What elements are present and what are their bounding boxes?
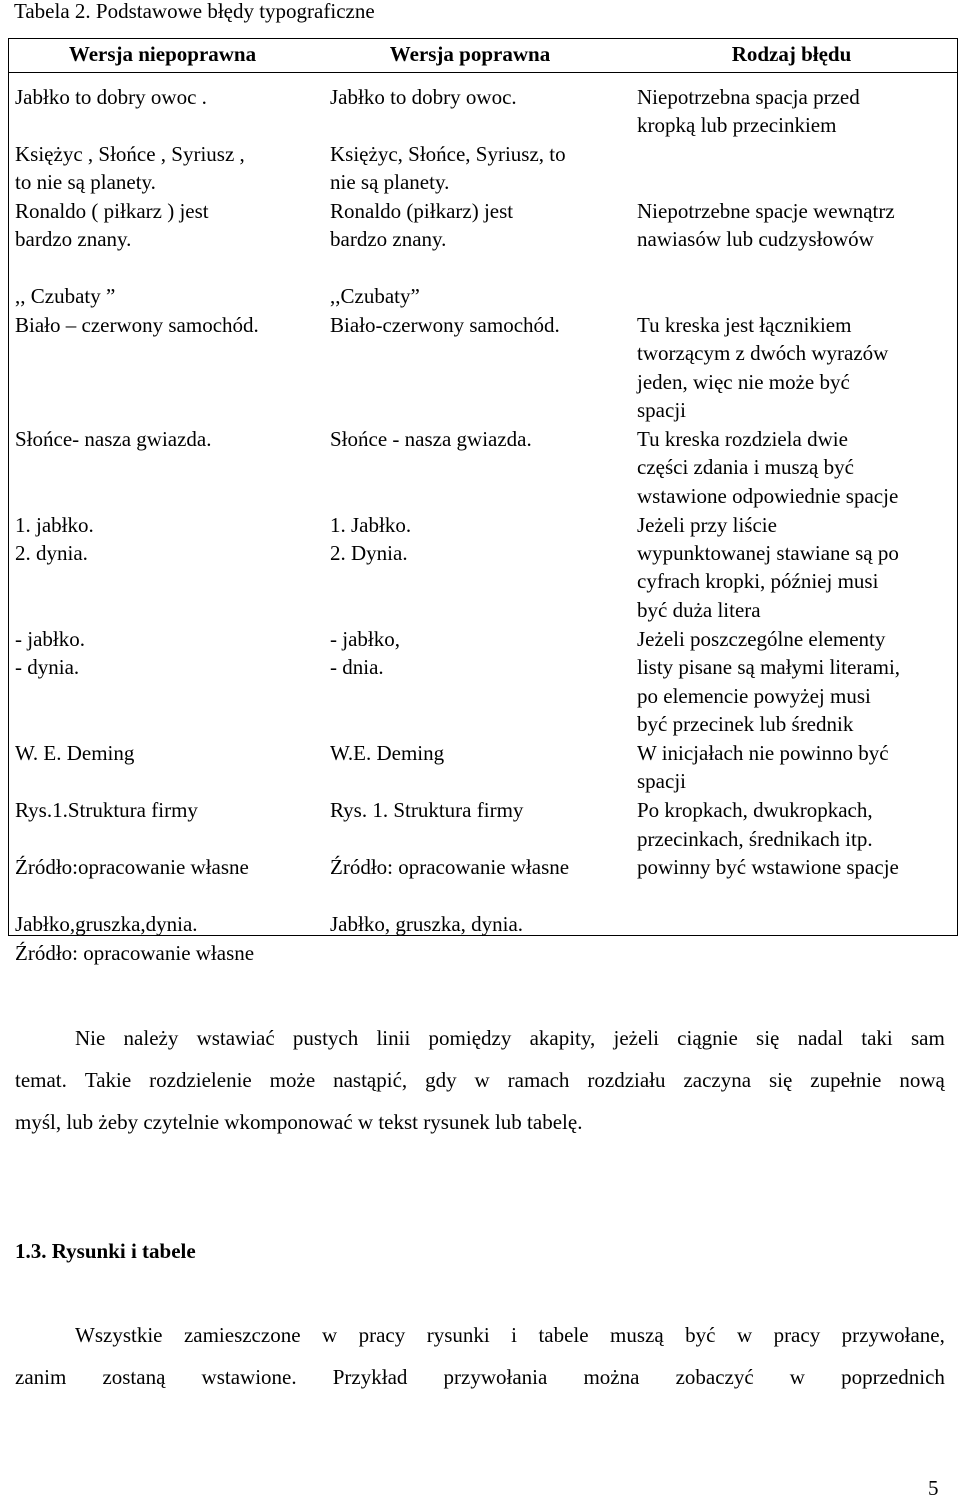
correct-cell: W.E. Deming — [330, 741, 445, 765]
word: w — [789, 1365, 805, 1389]
correct-cell: Ronaldo (piłkarz) jest — [330, 199, 514, 223]
paragraph-line — [15, 1314, 945, 1356]
word: sam — [911, 1026, 945, 1050]
word: taki — [861, 1026, 893, 1050]
error-type-cell: Po kropkach, dwukropkach, — [637, 798, 873, 822]
word: można — [583, 1365, 640, 1389]
word: być — [685, 1323, 716, 1347]
incorrect-cell: Ronaldo ( piłkarz ) jest — [15, 199, 209, 223]
paragraph-empty-lines — [15, 1017, 945, 1143]
paragraph-line: myśl, lub żeby czytelnie wkomponować w tekst rysunek lub tabelę. — [15, 1110, 583, 1134]
correct-cell: - jabłko, — [330, 627, 400, 651]
word: należy — [123, 1026, 179, 1050]
word: ramach — [507, 1068, 570, 1092]
correct-cell: Rys. 1. Struktura firmy — [330, 798, 524, 822]
incorrect-cell: - dynia. — [15, 655, 80, 679]
word: temat. — [15, 1068, 67, 1092]
paragraph-line — [15, 1059, 945, 1101]
correct-cell: ,,Czubaty” — [330, 284, 420, 308]
incorrect-cell: - jabłko. — [15, 627, 85, 651]
error-type-cell: części zdania i muszą być — [637, 455, 854, 479]
word: zupełnie — [810, 1068, 882, 1092]
word: może — [269, 1068, 316, 1092]
correct-cell: Słońce - nasza gwiazda. — [330, 427, 532, 451]
incorrect-cell: Księżyc , Słońce , Syriusz , — [15, 142, 245, 166]
incorrect-cell: Źródło:opracowanie własne — [15, 855, 249, 879]
word: rozdziału — [587, 1068, 666, 1092]
correct-cell: Źródło: opracowanie własne — [330, 855, 570, 879]
incorrect-cell: Źródło: opracowanie własne — [15, 941, 255, 965]
error-type-cell: Niepotrzebne spacje wewnątrz — [637, 199, 895, 223]
table-header-divider — [8, 72, 958, 73]
word: pomiędzy — [428, 1026, 512, 1050]
word: Wszystkie — [75, 1323, 163, 1347]
word: pracy — [773, 1323, 821, 1347]
incorrect-cell: 1. jabłko. — [15, 513, 94, 537]
paragraph-figures-tables — [15, 1314, 945, 1398]
error-type-cell: nawiasów lub cudzysłowów — [637, 227, 874, 251]
word: Nie — [75, 1026, 106, 1050]
error-type-cell: cyfrach kropki, później musi — [637, 569, 879, 593]
correct-cell: bardzo znany. — [330, 227, 447, 251]
word: gdy — [425, 1068, 457, 1092]
word: nadal — [797, 1026, 844, 1050]
word: zamieszczone — [183, 1323, 301, 1347]
word: zostaną — [102, 1365, 166, 1389]
error-type-cell: W inicjałach nie powinno być — [637, 741, 889, 765]
word: w — [321, 1323, 338, 1347]
word: pracy — [358, 1323, 406, 1347]
word: zaczyna — [683, 1068, 752, 1092]
error-type-cell: Tu kreska rozdziela dwie — [637, 427, 848, 451]
error-type-cell: kropką lub przecinkiem — [637, 113, 837, 137]
word: przywołania — [443, 1365, 548, 1389]
incorrect-cell: to nie są planety. — [15, 170, 156, 194]
incorrect-cell: W. E. Deming — [15, 741, 135, 765]
word: pustych — [292, 1026, 359, 1050]
header-error-type: Rodzaj błędu — [731, 42, 852, 66]
incorrect-cell: Jabłko to dobry owoc . — [15, 85, 207, 109]
word: nową — [899, 1068, 945, 1092]
incorrect-cell: Słońce- nasza gwiazda. — [15, 427, 212, 451]
error-type-cell: Tu kreska jest łącznikiem — [637, 313, 852, 337]
error-type-cell: wypunktowanej stawiane są po — [637, 541, 899, 565]
error-type-cell: listy pisane są małymi literami, — [637, 655, 901, 679]
incorrect-cell: bardzo znany. — [15, 227, 132, 251]
incorrect-cell: Biało – czerwony samochód. — [15, 313, 259, 337]
error-type-cell: powinny być wstawione spacje — [637, 855, 899, 879]
word: przywołane, — [841, 1323, 945, 1347]
word: rozdzielenie — [149, 1068, 252, 1092]
word: zobaczyć — [675, 1365, 754, 1389]
page-number: 5 — [928, 1476, 939, 1500]
word: w — [474, 1068, 490, 1092]
correct-cell: 2. Dynia. — [330, 541, 408, 565]
word: i — [511, 1323, 517, 1347]
incorrect-cell: ,, Czubaty ” — [15, 284, 116, 308]
word: Takie — [84, 1068, 132, 1092]
error-type-cell: być duża litera — [637, 598, 761, 622]
correct-cell: nie są planety. — [330, 170, 450, 194]
header-incorrect: Wersja niepoprawna — [68, 42, 257, 66]
correct-cell: 1. Jabłko. — [330, 513, 412, 537]
word: ciągnie — [677, 1026, 738, 1050]
error-type-cell: jeden, więc nie może być — [637, 370, 850, 394]
header-correct: Wersja poprawna — [389, 42, 551, 66]
correct-cell: Biało-czerwony samochód. — [330, 313, 560, 337]
error-type-cell: spacji — [637, 769, 686, 793]
word: poprzednich — [841, 1365, 945, 1389]
incorrect-cell: Jabłko,gruszka,dynia. — [15, 912, 198, 936]
correct-cell: Księżyc, Słońce, Syriusz, to — [330, 142, 566, 166]
error-type-cell: być przecinek lub średnik — [637, 712, 854, 736]
word: Przykład — [332, 1365, 408, 1389]
word: w — [736, 1323, 753, 1347]
word: wstawione. — [201, 1365, 297, 1389]
error-type-cell: Jeżeli poszczególne elementy — [637, 627, 886, 651]
word: jeżeli — [613, 1026, 659, 1050]
word: wstawiać — [196, 1026, 275, 1050]
word: rysunki — [426, 1323, 490, 1347]
error-type-cell: przecinkach, średnikach itp. — [637, 827, 873, 851]
error-type-cell: po elemencie powyżej musi — [637, 684, 871, 708]
word: nastąpić, — [333, 1068, 408, 1092]
word: tabele — [538, 1323, 589, 1347]
word: zanim — [15, 1365, 67, 1389]
paragraph-line — [15, 1356, 945, 1398]
correct-cell: - dnia. — [330, 655, 384, 679]
incorrect-cell: 2. dynia. — [15, 541, 88, 565]
correct-cell: Jabłko to dobry owoc. — [330, 85, 517, 109]
error-type-cell: wstawione odpowiednie spacje — [637, 484, 899, 508]
incorrect-cell: Rys.1.Struktura firmy — [15, 798, 198, 822]
correct-cell: Jabłko, gruszka, dynia. — [330, 912, 524, 936]
error-type-cell: Jeżeli przy liście — [637, 513, 777, 537]
table-caption: Tabela 2. Podstawowe błędy typograficzne — [14, 0, 375, 23]
error-type-cell: tworzącym z dwóch wyrazów — [637, 341, 889, 365]
error-type-cell: Niepotrzebna spacja przed — [637, 85, 860, 109]
word: linii — [376, 1026, 411, 1050]
word: się — [768, 1068, 793, 1092]
paragraph-line — [15, 1017, 945, 1059]
word: muszą — [610, 1323, 664, 1347]
word: się — [756, 1026, 780, 1050]
section-heading: 1.3. Rysunki i tabele — [15, 1239, 196, 1263]
error-type-cell: spacji — [637, 398, 686, 422]
word: akapity, — [529, 1026, 596, 1050]
